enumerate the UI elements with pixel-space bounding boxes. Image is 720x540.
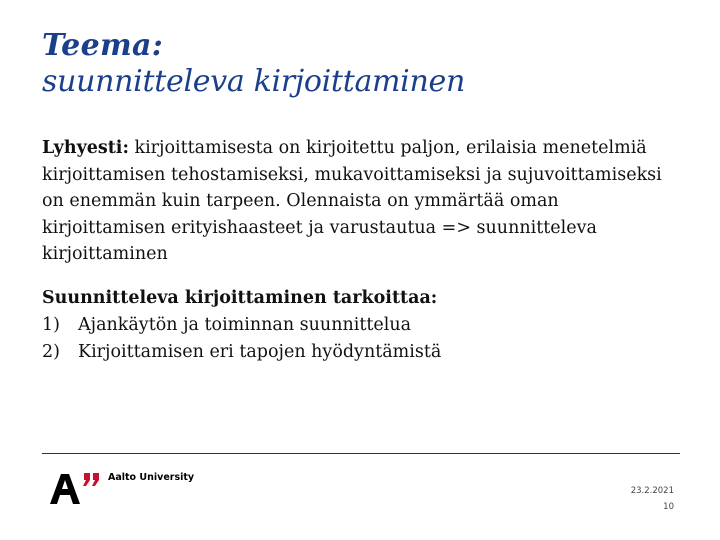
list-item-number: 2)	[42, 342, 60, 362]
summary-label: Lyhyesti:	[42, 138, 129, 158]
slide-title	[42, 28, 682, 100]
summary-text: kirjoittamisesta on kirjoitettu paljon, erilaisia menetelmiä kirjoittamisen tehostamiseksi, mukavoittamiseksi ja sujuvoittamiseksi on enemmän kuin tarpeen. Olennaista on ymmärtää oman kirjoittamisen erityishaasteet ja varustautua => suunnitteleva kirjoittaminen	[42, 138, 662, 264]
page-number: 10	[663, 502, 674, 512]
meaning-heading: Suunnitteleva kirjoittaminen tarkoittaa:	[42, 288, 438, 308]
title-line-2: suunnitteleva kirjoittaminen	[42, 64, 465, 99]
footer-date: 23.2.2021	[630, 486, 674, 496]
list-item	[42, 339, 682, 366]
list-item-text: Ajankäytön ja toiminnan suunnittelua	[78, 315, 412, 335]
logo-text: Aalto University	[108, 472, 195, 483]
meaning-section	[42, 285, 682, 366]
aalto-a-quote-icon	[48, 470, 104, 506]
list-item	[42, 312, 682, 339]
title-line-1: Teema:	[42, 28, 164, 63]
footer-meta	[631, 483, 674, 515]
aalto-logo	[48, 470, 194, 506]
meaning-list	[42, 312, 682, 366]
footer-divider	[42, 453, 680, 454]
summary-paragraph	[42, 135, 682, 268]
list-item-text: Kirjoittamisen eri tapojen hyödyntämistä	[78, 342, 442, 362]
list-item-number: 1)	[42, 315, 60, 335]
